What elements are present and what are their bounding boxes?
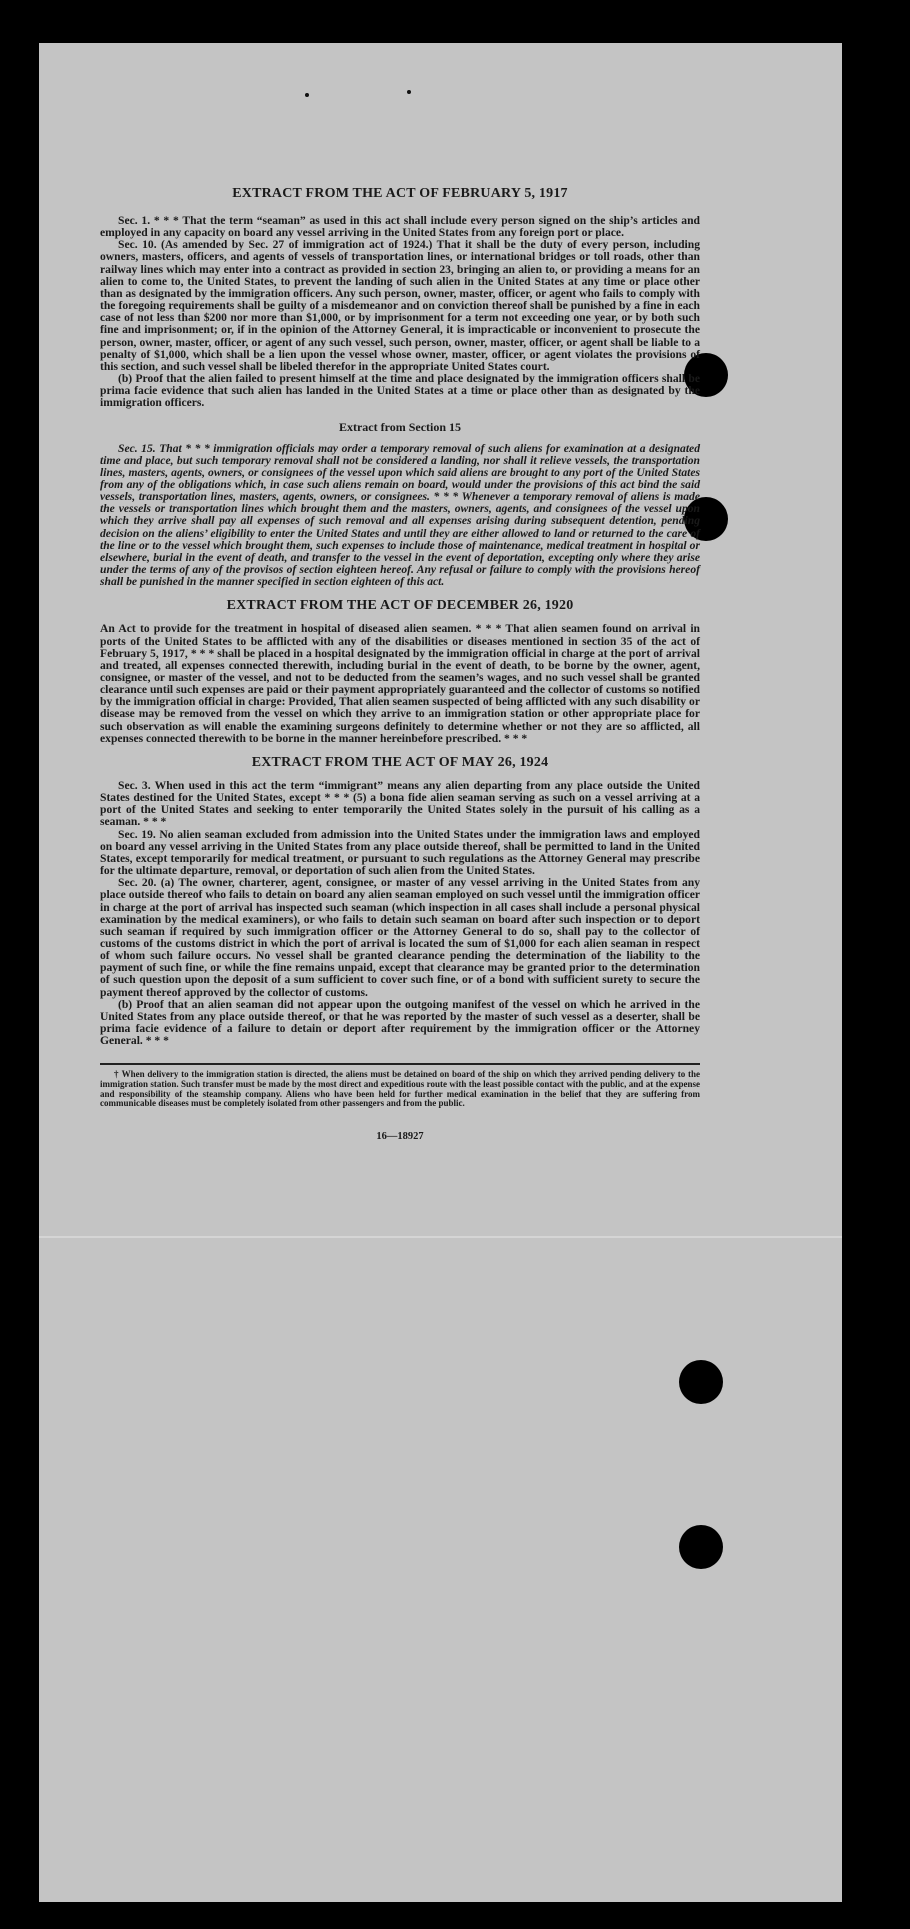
- fold-crease: [39, 1236, 842, 1238]
- section-1-paragraph: Sec. 1. * * * That the term “seaman” as used in this act shall include every person signed on the ship’s articles and employed in any capacity on board any vessel arriving in the United States from any foreign port or place.: [100, 214, 700, 240]
- act-1924-heading: EXTRACT FROM THE ACT OF MAY 26, 1924: [251, 754, 549, 770]
- act-1920-paragraph: An Act to provide for the treatment in hospital of diseased alien seamen. * * * That alien seamen found on arrival in ports of the United States to be afflicted with any of the disabilities or diseases mentioned in section 35 of the act of February 5, 1917, * * * shall be placed in a hospital designated by the immigration official in charge at the port of arrival and treated, all expenses connected therewith, including burial in the event of death, to be borne by the owner, agent, consignee, or master of the vessel, and not to be deducted from the seamen’s wages, and no such vessel shall be granted clearance until such expenses are paid or their payment appropriately guaranteed and the collector of customs so notified by the immigration official in charge: Provided, That alien seamen suspected of being afflicted with any such disability or disease may be removed from the vessel on which they arrive to an immigration station or other appropriate place for such observation as will enable the examining surgeons definitely to determine whether or not they are so afflicted, all expenses connected therewith to be borne in the manner hereinbefore prescribed. * * *: [100, 622, 700, 745]
- footnote-rule: [100, 1063, 700, 1065]
- punch-hole: [679, 1360, 723, 1404]
- section-3-paragraph: Sec. 3. When used in this act the term “immigrant” means any alien departing from any place outside the United States destined for the United States, except * * * (5) a bona fide alien seaman serving as such on a vessel arriving at a port of the United States and seeking to enter temporarily the United States solely in the pursuit of his calling as a seaman. * * *: [100, 778, 700, 829]
- act-1924-section: [100, 755, 700, 1047]
- act-1920-heading: EXTRACT FROM THE ACT OF DECEMBER 26, 1920: [226, 598, 574, 614]
- speck-mark: [305, 93, 309, 97]
- section-19-paragraph: Sec. 19. No alien seaman excluded from admission into the United States under the immigration laws and employed on board any vessel arriving in the United States from any place outside thereof, shall be permitted to land in the United States, except temporarily for medical treatment, or pursuant to such regulations as the Attorney General may prescribe for the ultimate departure, removal, or deportation of such alien from the United States.: [100, 827, 700, 878]
- act-1917-heading: EXTRACT FROM THE ACT OF FEBRUARY 5, 1917: [232, 186, 568, 201]
- section-15-extract: [100, 420, 700, 589]
- section-20a-paragraph: Sec. 20. (a) The owner, charterer, agent, consignee, or master of any vessel arriving in the United States from any place outside thereof who fails to detain on board any alien seaman employed on such vessel until the immigration officer in charge at the port of arrival has inspected such seaman (which inspection in all cases shall include a personal physical examination by the medical examiners), or who fails to detain such seaman on board after such inspection or to deport such seaman if required by such immigration officer or the Attorney General to do so, shall pay to the collector of customs of the customs district in which the port of arrival is located the sum of $1,000 for each alien seaman in respect of whom such failure occurs. No vessel shall be granted clearance pending the determination of the liability to the payment of such fine, or while the fine remains unpaid, except that clearance may be granted prior to the determination of such question upon the deposit of a sum sufficient to cover such fine, or of a bond with sufficient surety to secure the payment thereof approved by the collector of customs.: [100, 876, 700, 999]
- section-10-paragraph: Sec. 10. (As amended by Sec. 27 of immigration act of 1924.) That it shall be the duty of every person, including owners, masters, officers, and agents of vessels of transportation lines, or international bridges or toll roads, other than railway lines which may enter into a contract as provided in section 23, bringing an alien to, or providing a means for an alien to come to, the United States, to prevent the landing of such alien in the United States at any time or place other than as designated by the immigration officers. Any such person, owner, master, officer, or agent who fails to comply with the foregoing requirements shall be guilty of a misdemeanor and on conviction thereof shall be punished by a fine in each case of not less than $200 nor more than $1,000, or by imprisonment for a term not exceeding one year, or by both such fine and imprisonment; or, if in the opinion of the Attorney General, it is impracticable or inconvenient to prosecute the person, owner, master, officer, or agent of any such vessel, such person, owner, master, officer, or agent shall be liable to a penalty of $1,000, which shall be a lien upon the vessel whose owner, master, officer, or agent violates the provisions of this section, and such vessel shall be libeled therefor in the appropriate United States court.: [100, 238, 700, 373]
- section-20b-paragraph: (b) Proof that an alien seaman did not appear upon the outgoing manifest of the vessel on which he arrived in the United States from any place outside thereof, or that he was reported by the master of such vessel as a deserter, shall be prima facie evidence of a failure to detain or deport after requirement by the immigration officer or the Attorney General. * * *: [100, 997, 700, 1048]
- act-1917-section: [100, 186, 700, 410]
- speck-mark: [407, 90, 411, 94]
- document-number: 16—18927: [376, 1130, 424, 1142]
- footnote: † When delivery to the immigration station is directed, the aliens must be detained on board of the ship on which they arrived pending delivery to the immigration station. Such transfer must be made by the most direct and expeditious route with the least possible contact with the public, and at the expense and responsibility of the steamship company. Aliens who have been held for further medical examination in the belief that they are suffering from communicable diseases must be completely isolated from other passengers and from the public.: [100, 1069, 700, 1109]
- punch-hole: [679, 1525, 723, 1569]
- section-10b-paragraph: (b) Proof that the alien failed to present himself at the time and place designated by the immigration officers shall be prima facie evidence that such alien has landed in the United States at a time or place other than as designated by the immigration officers.: [100, 372, 700, 410]
- document-body: [100, 186, 700, 1143]
- section-15-paragraph: Sec. 15. That * * * immigration officials may order a temporary removal of such aliens for examination at a designated time and place, but such temporary removal shall not be considered a landing, nor shall it relieve vessels, the transportation lines, masters, agents, owners, or consignees of the vessel upon which said aliens are brought to any port of the United States from any of the obligations which, in case such aliens remain on board, would under the provisions of this act bind the said vessels, transportation lines, masters, agents, owners, or consignees. * * * Whenever a temporary removal of aliens is made the vessels or transportation lines which brought them and the masters, owners, agents, and consignees of the vessel upon which they arrive shall pay all expenses of such removal and all expenses arising during subsequent detention, pending decision on the aliens’ eligibility to enter the United States and until they are either allowed to land or returned to the care of the line or to the vessel which brought them, such expenses to include those of maintenance, medical treatment in hospital or elsewhere, burial in the event of death, and transfer to the vessel in the event of deportation, excepting only where they arise under the terms of any of the provisos of section eighteen hereof. Any refusal or failure to comply with the provisions hereof shall be punished in the manner specified in section eighteen of this act.: [100, 441, 700, 589]
- act-1920-section: [100, 598, 700, 745]
- section-15-heading: Extract from Section 15: [338, 419, 462, 434]
